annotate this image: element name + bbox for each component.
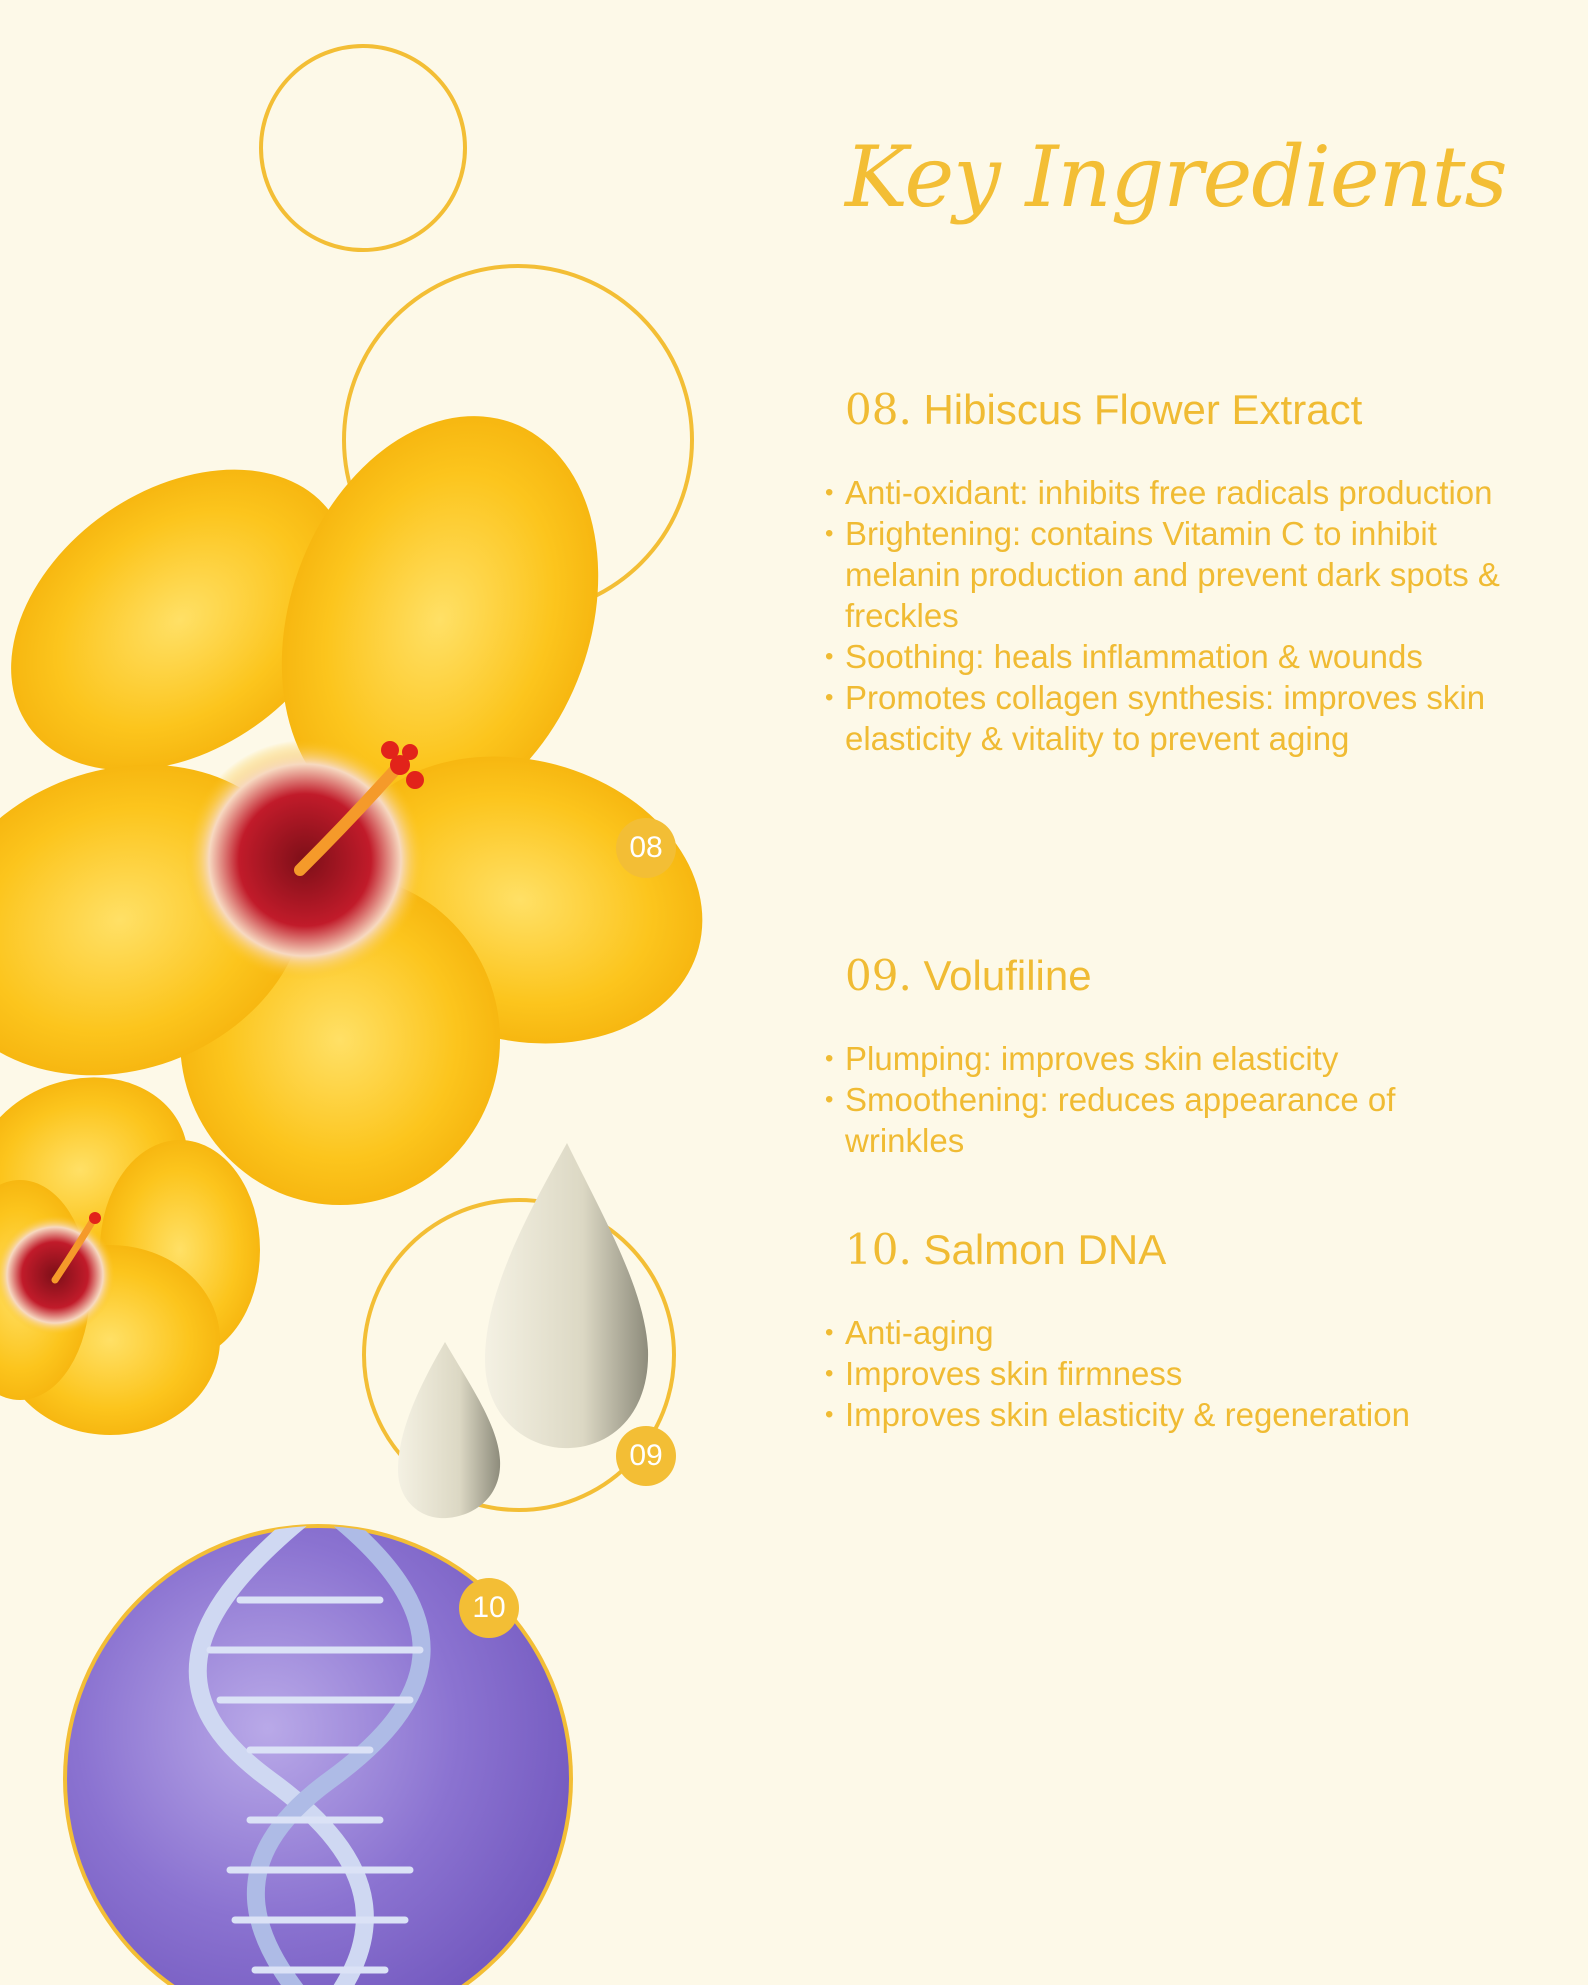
benefit-item: • Soothing: heals inflammation & wounds: [845, 636, 1505, 677]
benefit-list: [845, 1038, 1505, 1161]
outline-circle: [261, 46, 465, 250]
benefit-item: • Improves skin firmness: [845, 1353, 1505, 1394]
ingredient-name: Salmon DNA: [923, 1226, 1167, 1273]
benefit-list: [845, 472, 1505, 759]
ingredient-badge-10: 10: [459, 1578, 519, 1638]
ingredient-title: [845, 385, 1505, 434]
benefit-item: • Plumping: improves skin elasticity: [845, 1038, 1505, 1079]
ingredient-section-09: [845, 951, 1505, 1161]
ingredient-number: 09.: [845, 951, 912, 1000]
benefit-item: • Anti-oxidant: inhibits free radicals production: [845, 472, 1505, 513]
ingredient-title: [845, 1225, 1505, 1274]
benefit-item: • Improves skin elasticity & regeneration: [845, 1394, 1505, 1435]
ingredient-section-08: [845, 385, 1505, 759]
ingredient-name: Hibiscus Flower Extract: [923, 386, 1363, 433]
benefit-list: [845, 1312, 1505, 1435]
benefit-item: • Brightening: contains Vitamin C to inhibit melanin production and prevent dark spots & freckles: [845, 513, 1505, 636]
ingredient-badge-09: 09: [616, 1426, 676, 1486]
ingredient-number: 08.: [845, 385, 912, 434]
ingredient-name: Volufiline: [923, 952, 1092, 999]
ingredient-number: 10.: [845, 1225, 912, 1274]
benefit-item: • Smoothening: reduces appearance of wrinkles: [845, 1079, 1505, 1161]
ingredient-section-10: [845, 1225, 1505, 1435]
ingredient-title: [845, 951, 1505, 1000]
benefit-item: • Promotes collagen synthesis: improves skin elasticity & vitality to prevent aging: [845, 677, 1505, 759]
benefit-item: • Anti-aging: [845, 1312, 1505, 1353]
page-title: Key Ingredients: [845, 128, 1507, 226]
ingredient-badge-08: 08: [616, 818, 676, 878]
